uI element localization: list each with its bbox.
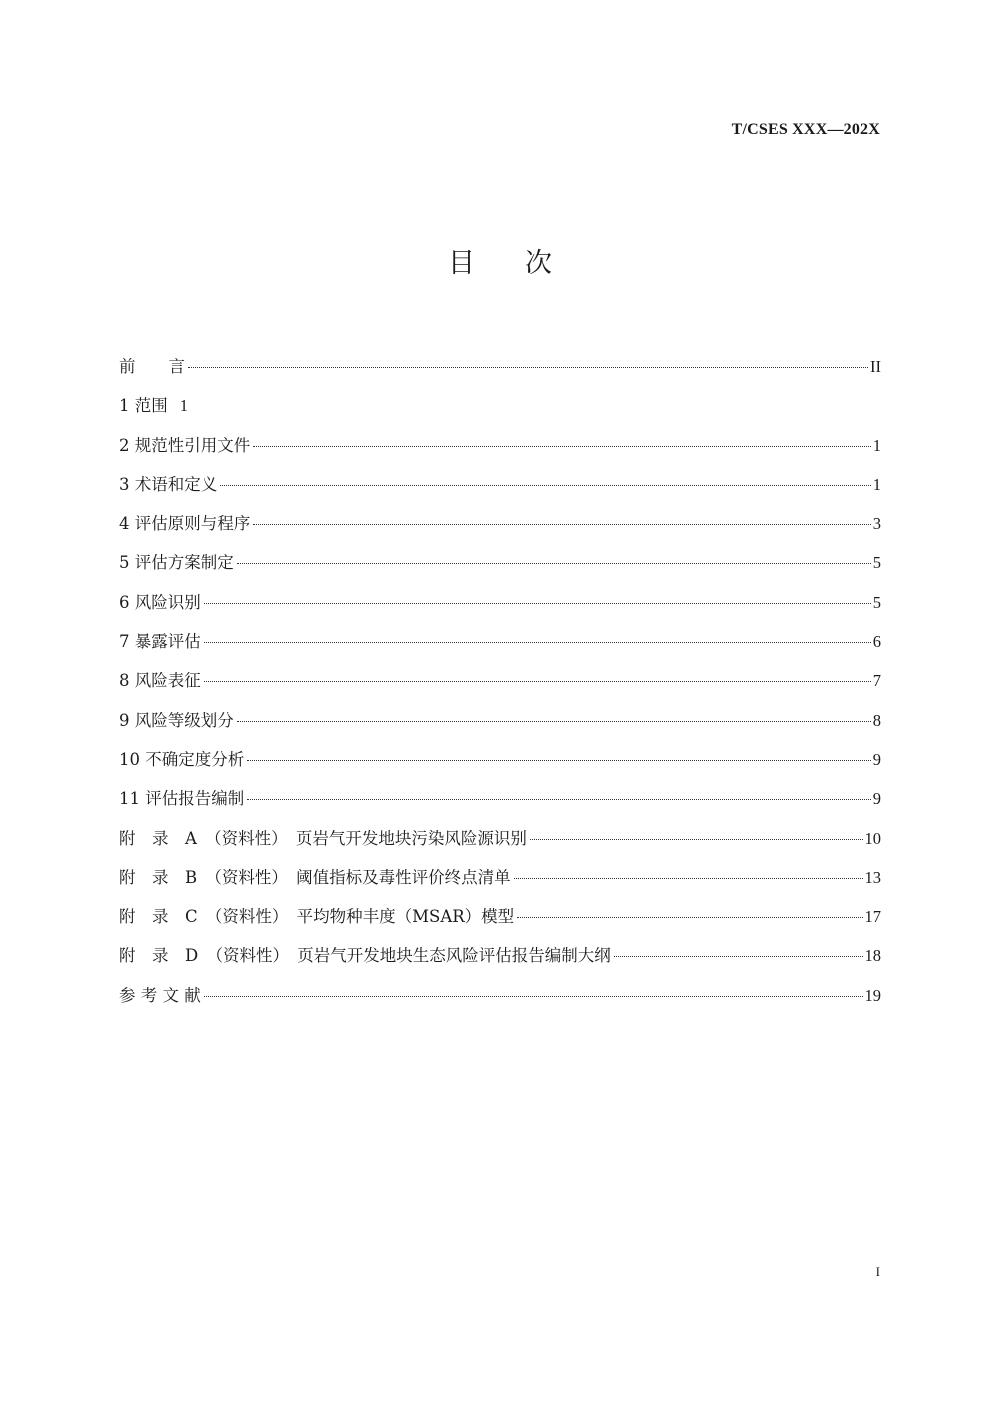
toc-entry-appendix-c[interactable]: [119, 904, 881, 943]
toc-entry-page: II: [870, 357, 881, 376]
dot-leader: [614, 956, 863, 957]
dot-leader: [204, 681, 871, 682]
toc-entry-label: 前 言: [119, 357, 185, 376]
page-title: 目次: [448, 248, 602, 279]
toc-entry-page: 10: [864, 828, 881, 848]
toc-entry-foreword[interactable]: [119, 354, 881, 393]
dot-leader: [530, 839, 863, 840]
toc-entry-page: 6: [872, 632, 881, 652]
toc-entry-page: 8: [872, 710, 881, 730]
toc-entry-page: 3: [872, 514, 881, 534]
toc-entry-page: 9: [872, 749, 881, 769]
standard-code: T/CSES XXX—202X: [731, 121, 880, 138]
toc-entry-label: 2 规范性引用文件: [119, 435, 251, 455]
toc-entry-assessment-plan[interactable]: [119, 550, 881, 589]
dot-leader: [204, 603, 871, 604]
toc-entry-label: 附 录 D （资料性） 页岩气开发地块生态风险评估报告编制大纲: [119, 946, 611, 966]
toc-entry-label: 10 不确定度分析: [119, 749, 245, 769]
toc-entry-appendix-b[interactable]: [119, 865, 881, 904]
toc-entry-label: 8 风险表征: [119, 671, 201, 691]
toc-entry-risk-identification[interactable]: [119, 590, 881, 629]
toc-entry-bibliography[interactable]: [119, 983, 881, 1022]
toc-entry-label: 5 评估方案制定: [119, 553, 234, 573]
toc-entry-normative-references[interactable]: [119, 433, 881, 472]
toc-entry-label: 附 录 C （资料性） 平均物种丰度（MSAR）模型: [119, 907, 515, 927]
toc-entry-page: 19: [864, 985, 881, 1005]
toc-entry-label: 附 录 B （资料性） 阈值指标及毒性评价终点清单: [119, 867, 511, 887]
toc-entry-risk-characterization[interactable]: [119, 668, 881, 707]
toc-entry-appendix-d[interactable]: [119, 943, 881, 982]
dot-leader: [188, 367, 868, 368]
toc-entry-label: 6 风险识别: [119, 592, 201, 612]
toc-entry-label: 7 暴露评估: [119, 632, 201, 652]
toc-entry-page: 5: [872, 553, 881, 573]
dot-leader: [253, 446, 871, 447]
page-number: I: [875, 1264, 880, 1279]
dot-leader: [237, 563, 871, 564]
toc-entry-label: 4 评估原则与程序: [119, 514, 251, 534]
dot-leader: [247, 799, 871, 800]
toc-entry-page: 1: [872, 435, 881, 455]
dot-leader: [204, 642, 871, 643]
toc-entry-label: 3 术语和定义: [119, 474, 218, 494]
toc-entry-scope[interactable]: [119, 393, 881, 432]
toc-entry-page: 17: [864, 907, 881, 927]
toc-entry-report-compilation[interactable]: [119, 786, 881, 825]
toc-entry-page: 1: [872, 474, 881, 494]
dot-leader: [237, 721, 871, 722]
toc-entry-label: 11 评估报告编制: [119, 789, 245, 809]
toc-entry-label: 1 范围: [119, 396, 168, 416]
dot-leader: [253, 524, 871, 525]
toc-entry-appendix-a[interactable]: [119, 826, 881, 865]
dot-leader: [220, 485, 871, 486]
toc-entry-label: 附 录 A （资料性） 页岩气开发地块污染风险源识别: [119, 828, 527, 848]
toc-entry-label: 参 考 文 献: [119, 985, 201, 1005]
dot-leader: [247, 760, 871, 761]
toc-entry-page: 5: [872, 592, 881, 612]
toc-entry-assessment-principles[interactable]: [119, 511, 881, 550]
toc-entry-page: 7: [872, 671, 881, 691]
dot-leader: [517, 917, 862, 918]
toc-entry-page: 1: [179, 396, 188, 416]
toc-entry-terms-definitions[interactable]: [119, 472, 881, 511]
toc-entry-exposure-assessment[interactable]: [119, 629, 881, 668]
toc-entry-risk-grading[interactable]: [119, 708, 881, 747]
dot-leader: [514, 878, 863, 879]
table-of-contents: [119, 354, 881, 1022]
toc-entry-uncertainty-analysis[interactable]: [119, 747, 881, 786]
toc-entry-page: 9: [872, 789, 881, 809]
dot-leader: [204, 996, 863, 997]
toc-entry-page: 18: [864, 946, 881, 966]
toc-entry-label: 9 风险等级划分: [119, 710, 234, 730]
toc-entry-page: 13: [864, 867, 881, 887]
